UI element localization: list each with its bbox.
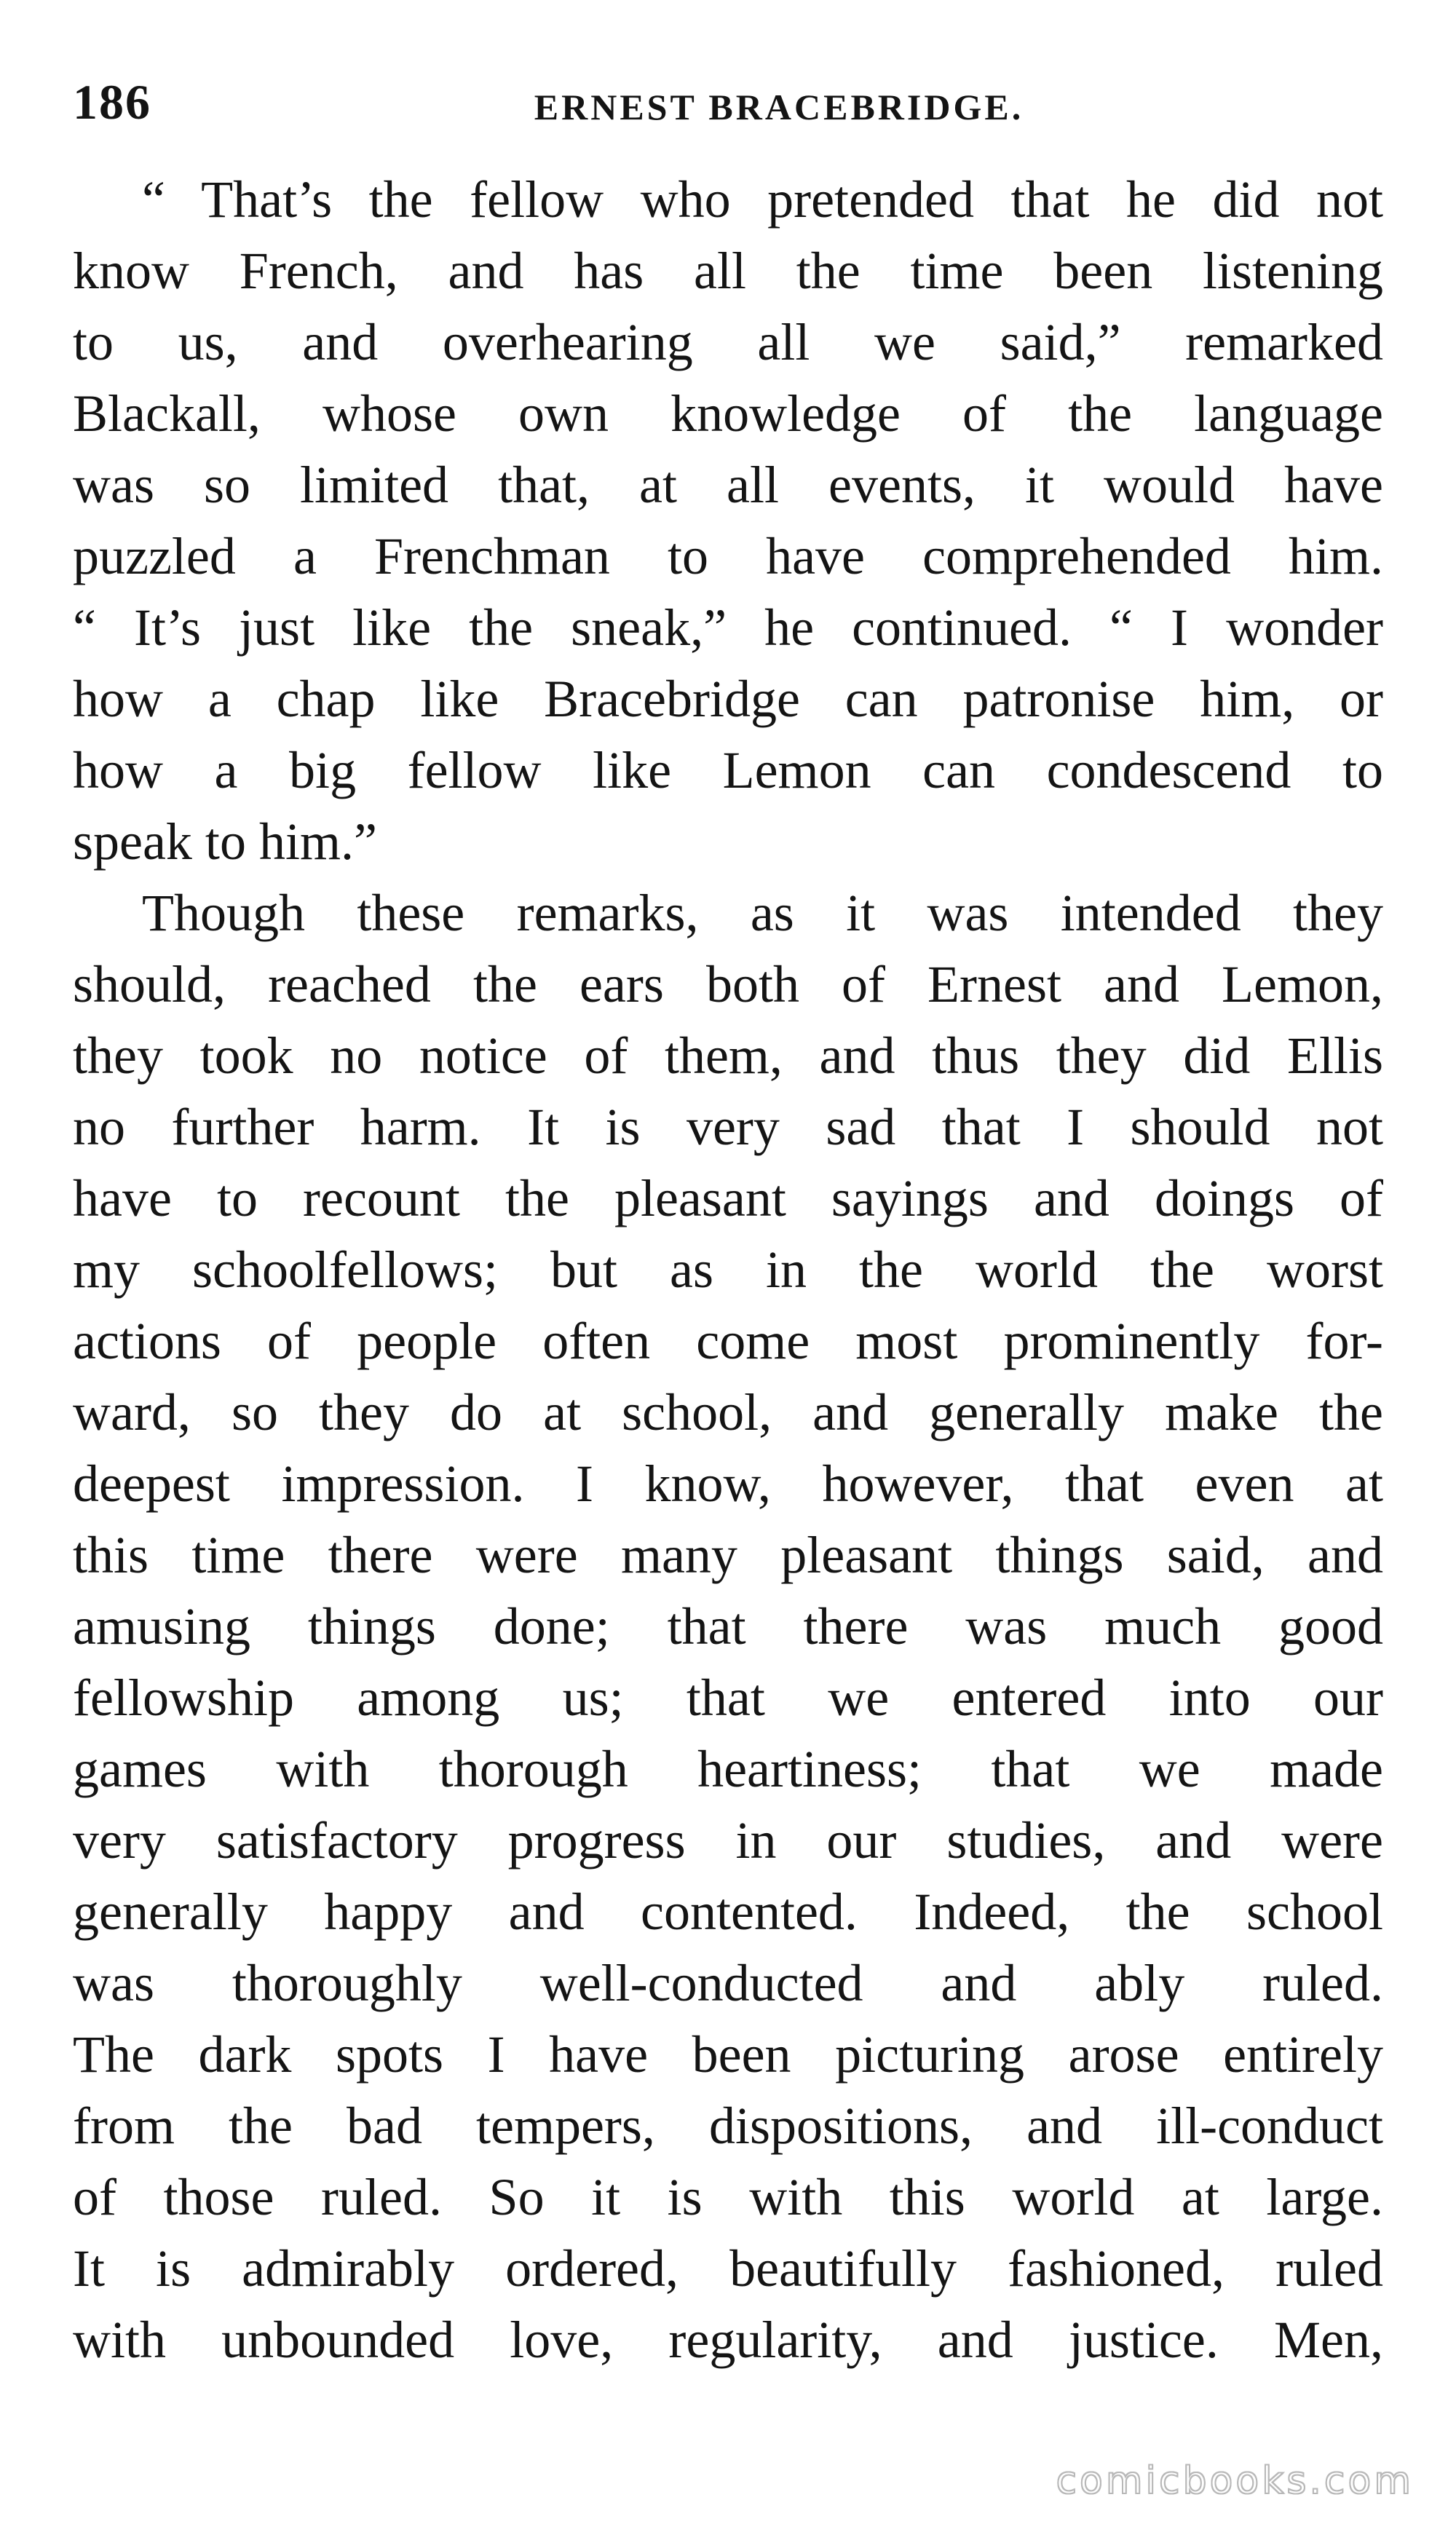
text-line: puzzled a Frenchman to have comprehended him. [73,527,1383,585]
body-text [73,164,1383,2375]
text-line: The dark spots I have been picturing arose entirely [73,2025,1383,2084]
text-line: fellowship among us; that we entered into our [73,1669,1383,1727]
text-line: “ It’s just like the sneak,” he continued. “ I wonder [73,598,1383,657]
text-line: how a chap like Bracebridge can patronise him, or [73,670,1383,728]
text-line: this time there were many pleasant things said, and [73,1526,1383,1584]
running-title: ERNEST BRACEBRIDGE. [534,87,1024,127]
text-line: amusing things done; that there was much good [73,1597,1383,1655]
text-line: no further harm. It is very sad that I should not [73,1098,1383,1156]
text-line: was so limited that, at all events, it would have [73,456,1383,514]
text-line: Blackall, whose own knowledge of the language [73,384,1383,443]
text-line: deepest impression. I know, however, that even at [73,1455,1383,1513]
text-line: “ That’s the fellow who pretended that he did not [142,170,1383,229]
text-line: they took no notice of them, and thus they did Ellis [73,1026,1383,1085]
text-line: It is admirably ordered, beautifully fashioned, ruled [73,2239,1383,2298]
text-line: ward, so they do at school, and generally make the [73,1383,1383,1441]
text-line: generally happy and contented. Indeed, the school [73,1883,1383,1941]
text-line: have to recount the pleasant sayings and doings of [73,1169,1383,1227]
text-line: should, reached the ears both of Ernest and Lemon, [73,955,1383,1013]
page-header [73,69,1383,135]
text-line: speak to him.” [73,812,377,871]
text-line: very satisfactory progress in our studies, and were [73,1811,1383,1870]
text-line: to us, and overhearing all we said,” remarked [73,313,1383,371]
text-line: games with thorough heartiness; that we made [73,1740,1383,1798]
text-line: know French, and has all the time been listening [73,242,1383,300]
text-line: actions of people often come most prominently for- [73,1312,1383,1370]
watermark: comicbooks.com [1056,2459,1414,2503]
text-line: with unbounded love, regularity, and justice. Men, [73,2311,1383,2369]
text-line: my schoolfellows; but as in the world the worst [73,1241,1383,1299]
text-line: how a big fellow like Lemon can condescend to [73,741,1383,799]
page-number: 186 [73,74,151,130]
text-line: of those ruled. So it is with this world at large. [73,2168,1383,2226]
text-line: was thoroughly well-conducted and ably ruled. [73,1954,1383,2012]
text-line: Though these remarks, as it was intended they [142,884,1383,942]
text-line: from the bad tempers, dispositions, and ill-conduct [73,2097,1383,2155]
